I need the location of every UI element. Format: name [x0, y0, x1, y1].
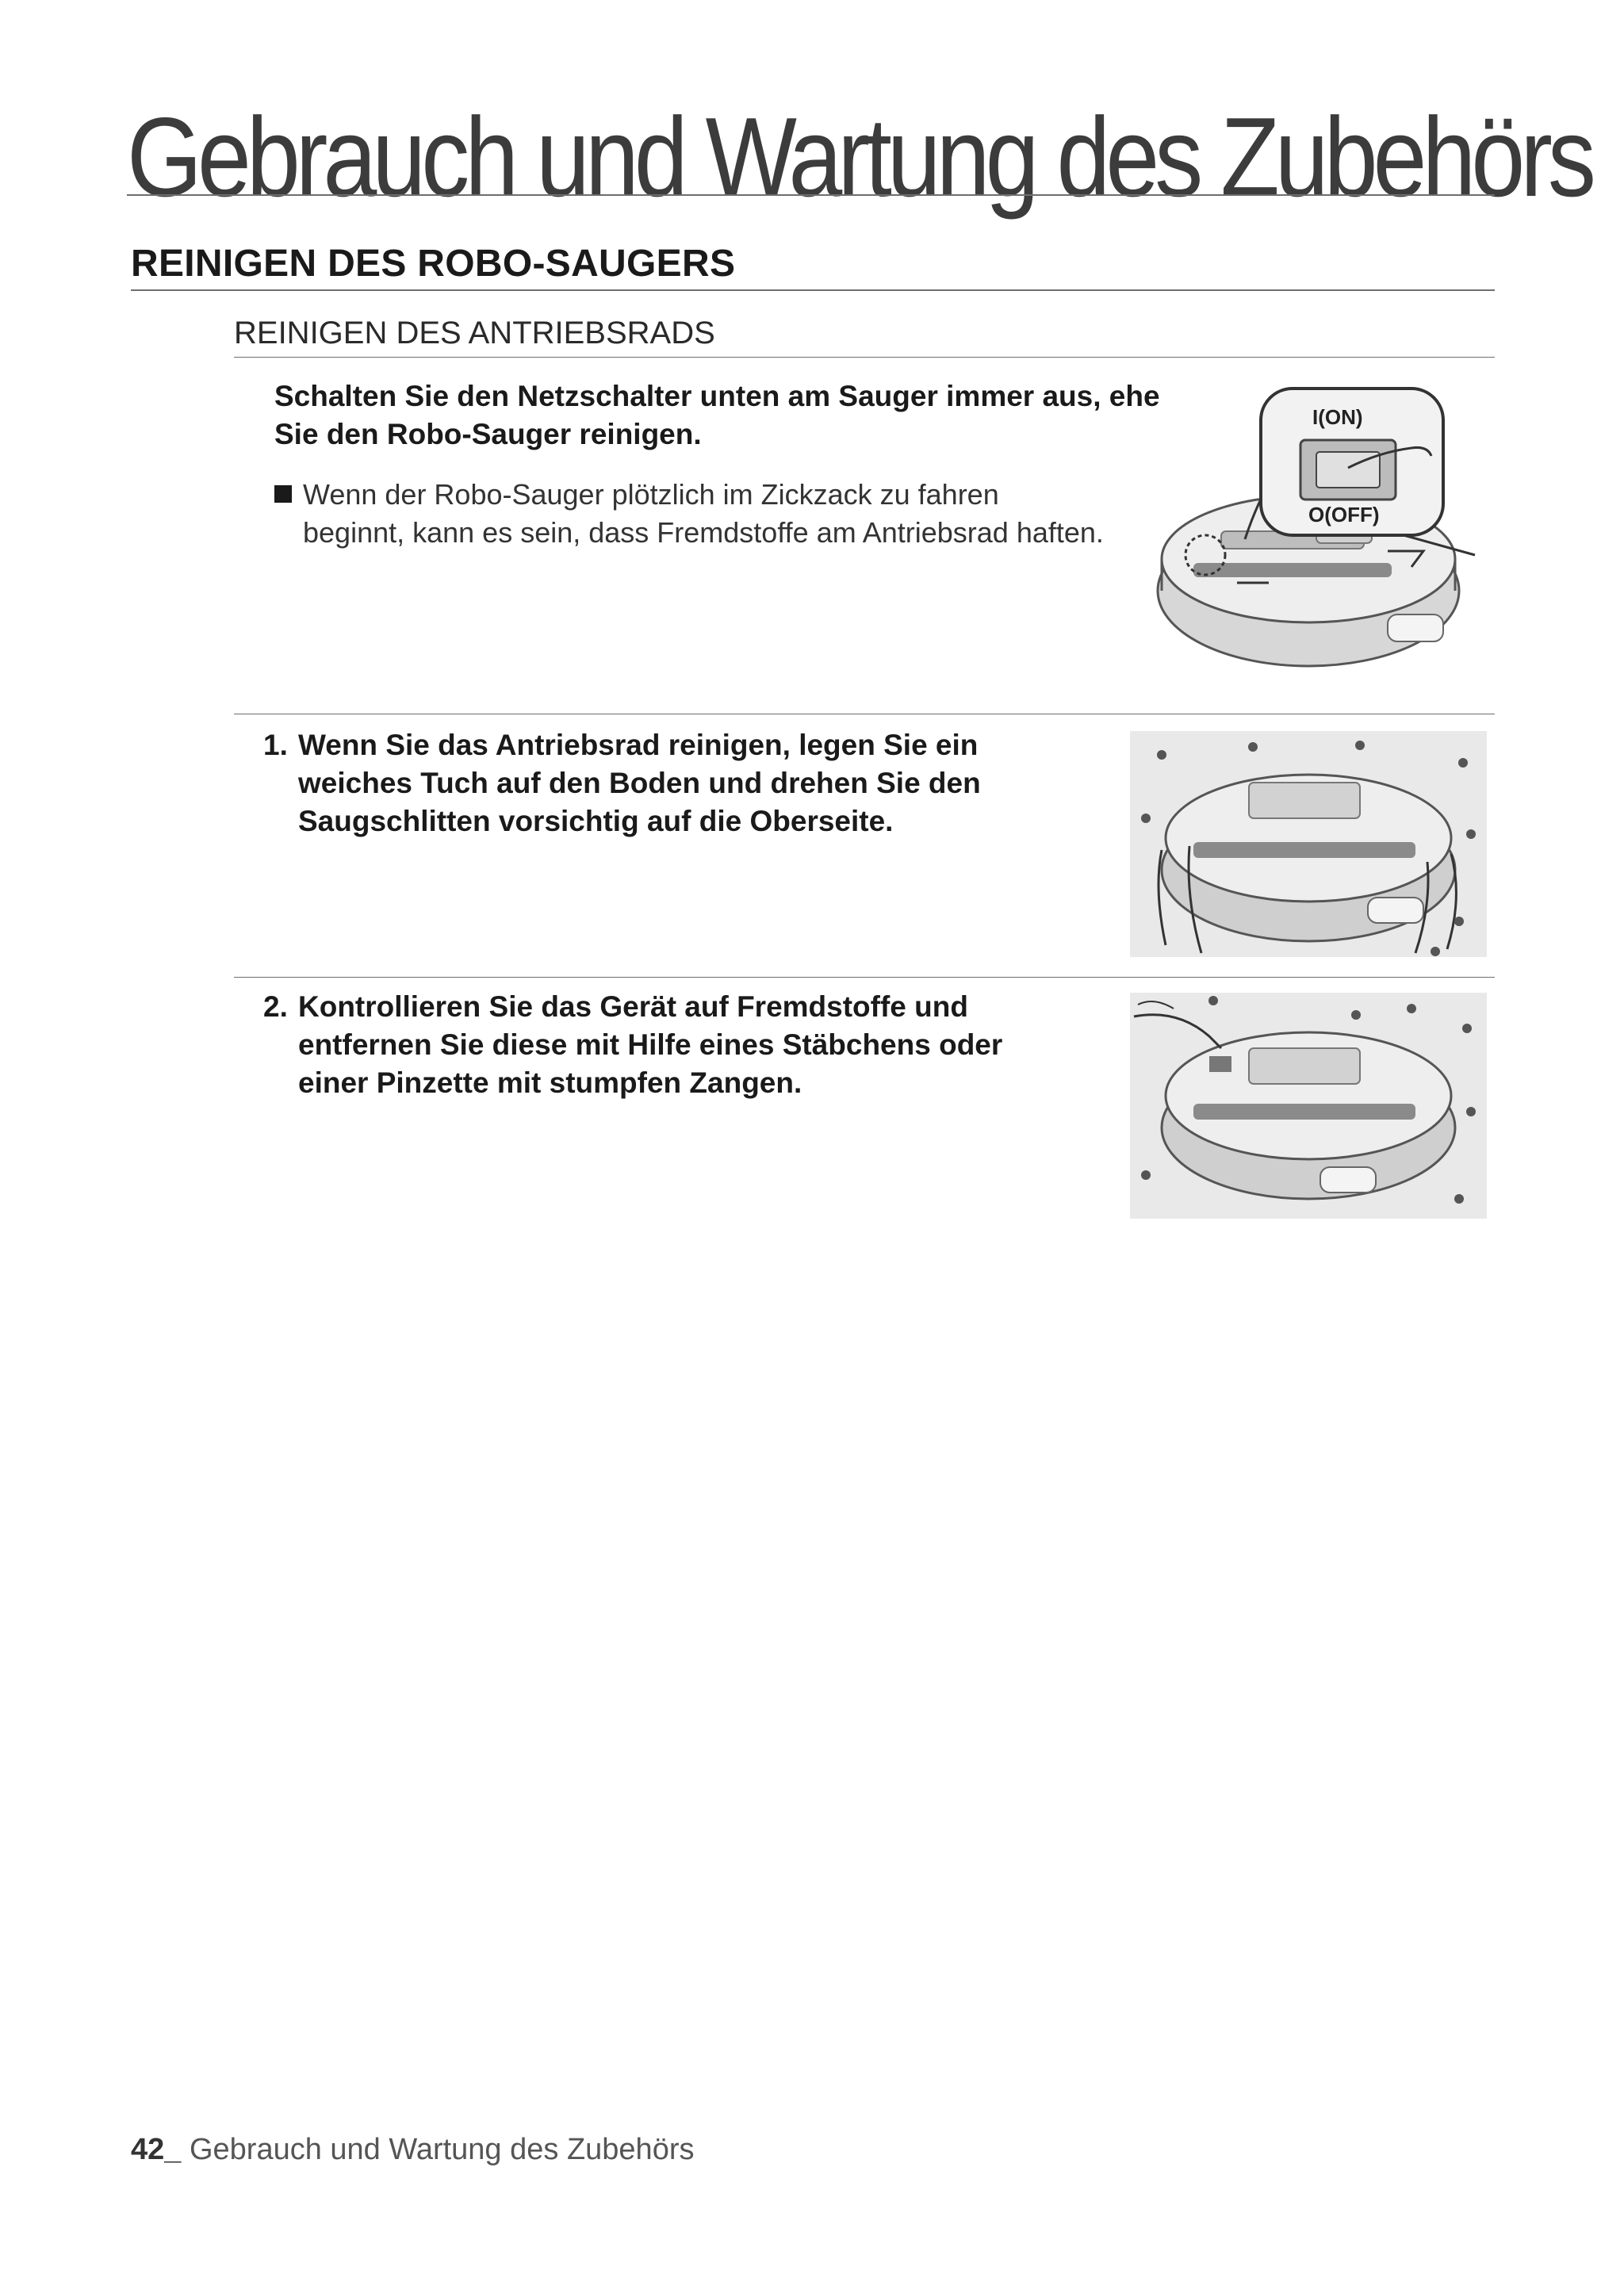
- step-1-illustration: [1130, 731, 1487, 957]
- step-2: [263, 988, 1080, 1102]
- step-2-number: 2.: [263, 990, 288, 1023]
- step-1-number: 1.: [263, 729, 288, 761]
- page-number: 42_: [131, 2133, 182, 2166]
- chapter-rule: [127, 194, 1495, 196]
- step-1-text: Wenn Sie das Antriebsrad reinigen, legen Sie ein weiches Tuch auf den Boden und drehen Sie den Saugschlitten vorsichtig auf die Oberseite.: [298, 729, 981, 837]
- page-footer: [131, 2133, 694, 2167]
- square-bullet-icon: [274, 485, 292, 503]
- step-1: [263, 726, 1080, 840]
- power-off-warning: Schalten Sie den Netzschalter unten am Sauger immer aus, ehe Sie den Robo-Sauger reinigen.: [274, 380, 1160, 450]
- zigzag-note: [274, 476, 1178, 552]
- section-rule: [131, 289, 1495, 291]
- subsection-rule: [234, 357, 1495, 358]
- chapter-title: Gebrauch und Wartung des Zubehörs: [127, 94, 1591, 220]
- step-2-rule: [234, 977, 1495, 978]
- switch-on-label: I(ON): [1312, 405, 1363, 429]
- section-title: REINIGEN DES ROBO-SAUGERS: [131, 243, 736, 285]
- step-2-illustration: [1130, 993, 1487, 1219]
- step-2-text: Kontrollieren Sie das Gerät auf Fremdstoffe und entfernen Sie diese mit Hilfe eines Stäbchens oder einer Pinzette mit stumpfen Zangen.: [298, 990, 1003, 1099]
- note-line-1: Wenn der Robo-Sauger plötzlich im Zickzack zu fahren: [303, 478, 999, 511]
- note-line-2: beginnt, kann es sein, dass Fremdstoffe am Antriebsrad haften.: [303, 516, 1104, 549]
- switch-off-label: O(OFF): [1308, 503, 1380, 526]
- footer-label: Gebrauch und Wartung des Zubehörs: [181, 2133, 695, 2166]
- subsection-title: REINIGEN DES ANTRIEBSRADS: [234, 316, 715, 350]
- power-switch-illustration: [1150, 373, 1499, 690]
